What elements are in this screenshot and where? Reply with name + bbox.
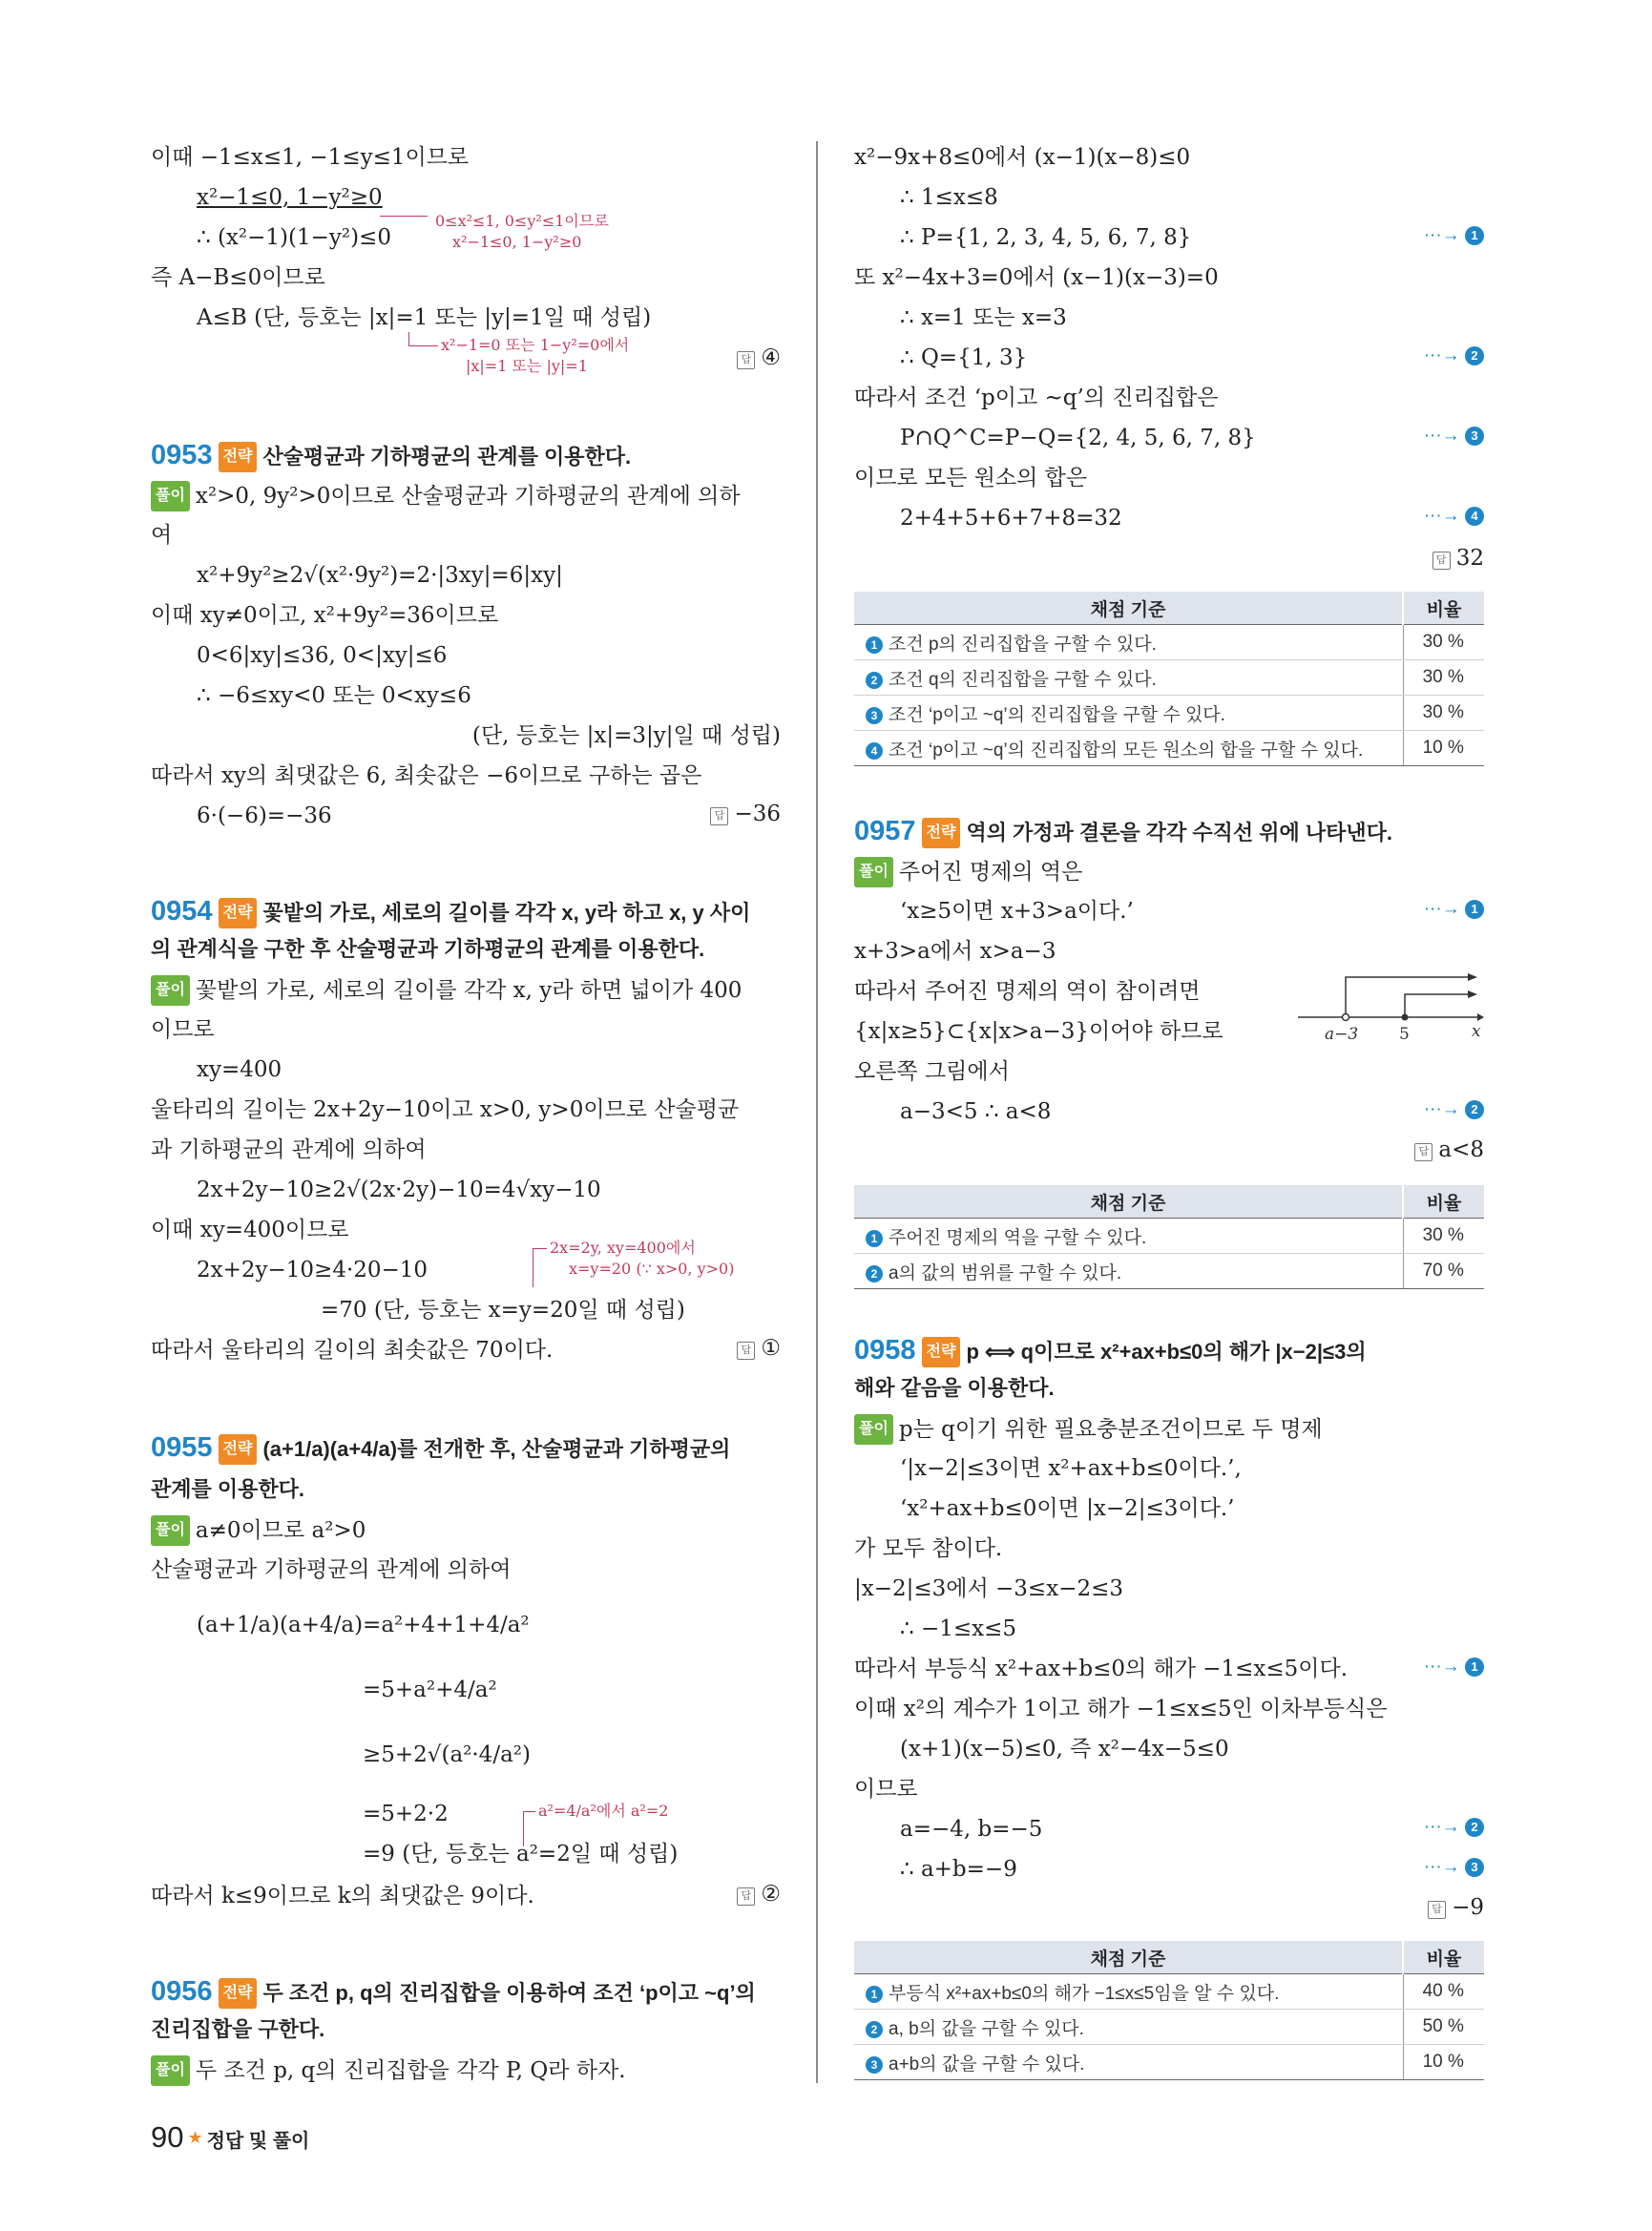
solution-badge: 풀이 (151, 1515, 190, 1546)
axis-label: x (1472, 1022, 1481, 1041)
row-text: 주어진 명제의 역을 구할 수 있다. (889, 1227, 1147, 1248)
page-number: 90 (151, 2120, 184, 2154)
text-line: 6·(−6)=−36 (197, 803, 332, 828)
text-line: ∴ 1≤x≤8 (900, 185, 998, 210)
step-number: 3 (1465, 1858, 1484, 1877)
strategy-badge: 전략 (922, 818, 961, 848)
range-arrow (1468, 973, 1477, 981)
table-header: 채점 기준 (854, 592, 1403, 625)
problem-number: 0958 (854, 1335, 916, 1366)
table-header: 비율 (1403, 592, 1484, 625)
text-line (854, 1414, 1323, 1445)
problem-header-0956 (151, 1977, 756, 2009)
text-line: 가 모두 참이다. (854, 1536, 1003, 1561)
text-line: 이때 xy=400이므로 (151, 1218, 349, 1242)
text-line: |x−2|≤3에서 −3≤x−2≤3 (854, 1576, 1123, 1601)
table-header: 비율 (1403, 1941, 1484, 1974)
text-line: 즉 A−B≤0이므로 (151, 265, 325, 290)
answer (1432, 546, 1484, 571)
text-line (854, 857, 1082, 887)
text-line: 따라서 울타리의 길이의 최솟값은 70이다. (151, 1338, 554, 1363)
problem-number: 0957 (854, 816, 916, 846)
text: 주어진 명제의 역은 (898, 860, 1083, 885)
strategy-text: 꽃밭의 가로, 세로의 길이를 각각 x, y라 하고 x, y 사이 (262, 901, 751, 925)
step-number: 3 (1465, 427, 1484, 446)
problem-header-0958 (854, 1336, 1367, 1367)
answer (737, 1882, 781, 1907)
side-note: x=y=20 (∵ x>0, y>0) (569, 1260, 735, 1278)
text: 꽃밭의 가로, 세로의 길이를 각각 x, y라 하면 넓이가 400 (195, 978, 742, 1003)
step-mark: ···→ 3 (1424, 1857, 1484, 1878)
step-mark: ···→ 2 (1424, 1817, 1484, 1838)
text-line: 이때 x²의 계수가 1이고 해가 −1≤x≤5인 이차부등식은 (854, 1697, 1388, 1721)
row-number: 3 (866, 707, 883, 724)
text-line: A≤B (단, 등호는 |x|=1 또는 |y|=1일 때 성립) (197, 305, 652, 330)
step-mark: ···→ 1 (1424, 1657, 1484, 1678)
side-note: 2x=2y, xy=400에서 (550, 1239, 696, 1257)
problem-number: 0953 (151, 440, 213, 470)
text-line: 따라서 조건 ‘p이고 ~q’의 진리집합은 (854, 386, 1219, 410)
text: x²>0, 9y²>0이므로 산술평균과 기하평균의 관계에 의하 (195, 484, 741, 509)
text-line: 과 기하평균의 관계에 의하여 (151, 1137, 427, 1162)
strategy-text: 진리집합을 구한다. (151, 2017, 325, 2041)
text-line: ‘x≥5이면 x+3>a이다.’ (900, 899, 1134, 924)
row-number: 1 (866, 1986, 883, 2003)
answer-icon: 답 (1432, 552, 1451, 570)
text-line: 이때 −1≤x≤1, −1≤y≤1이므로 (151, 145, 470, 170)
answer-icon: 답 (737, 1887, 755, 1906)
row-ratio: 50 % (1403, 2010, 1484, 2045)
row-number: 1 (866, 636, 883, 654)
row-text: 조건 q의 진리집합을 구할 수 있다. (889, 669, 1157, 690)
answer-icon: 답 (737, 351, 755, 369)
strategy-text: p ⟺ q이므로 x²+ax+b≤0의 해가 |x−2|≤3의 (966, 1340, 1367, 1364)
text-line: 2x+2y−10≥2√(2x·2y)−10=4√xy−10 (197, 1178, 601, 1202)
range-arrow (1468, 990, 1477, 998)
text-line: 2x+2y−10≥4·20−10 (197, 1258, 429, 1282)
text-line (151, 2055, 626, 2086)
table-row (854, 1219, 1484, 1254)
grading-table-0958 (854, 1941, 1484, 2080)
text-line: x²−1≤0, 1−y²≥0 (197, 185, 383, 210)
table-row (854, 696, 1484, 731)
text-line: ≥5+2√(a²·4/a²) (363, 1742, 531, 1767)
text-line: 여 (151, 523, 173, 548)
grading-table-0957 (854, 1185, 1484, 1289)
table-header: 비율 (1403, 1185, 1484, 1219)
text-line: 이므로 모든 원소의 합은 (854, 466, 1088, 490)
note-connector (533, 1248, 547, 1287)
answer-value: 32 (1455, 546, 1484, 571)
step-mark: ···→ 2 (1424, 1099, 1484, 1120)
step-number: 1 (1465, 226, 1484, 245)
footer-label: 정답 및 풀이 (206, 2131, 310, 2152)
row-text: 부등식 x²+ax+b≤0의 해가 −1≤x≤5임을 알 수 있다. (889, 1983, 1280, 2004)
strategy-text: 두 조건 p, q의 진리집합을 이용하여 조건 ‘p이고 ~q’의 (262, 1981, 756, 2005)
closed-point (1402, 1014, 1409, 1021)
text-line: ‘|x−2|≤3이면 x²+ax+b≤0이다.’, (900, 1456, 1242, 1481)
text-line: (단, 등호는 |x|=3|y|일 때 성립) (471, 723, 781, 748)
text-line: (x+1)(x−5)≤0, 즉 x²−4x−5≤0 (900, 1737, 1229, 1762)
text-line: xy=400 (197, 1057, 282, 1082)
answer (737, 345, 781, 370)
table-row (854, 625, 1484, 660)
text-line: a=−4, b=−5 (900, 1817, 1043, 1842)
text-line: 따라서 부등식 x²+ax+b≤0의 해가 −1≤x≤5이다. (854, 1657, 1349, 1681)
text: a≠0이므로 a²>0 (195, 1518, 366, 1543)
text-line: 따라서 k≤9이므로 k의 최댓값은 9이다. (151, 1884, 534, 1908)
text-line: =5+a²+4/a² (363, 1678, 497, 1702)
answer-value: ④ (761, 345, 781, 370)
number-line-diagram (1298, 973, 1484, 1069)
row-text: 조건 ‘p이고 ~q’의 진리집합의 모든 원소의 합을 구할 수 있다. (889, 740, 1364, 761)
strategy-text: 의 관계식을 구한 후 산술평균과 기하평균의 관계를 이용한다. (151, 937, 705, 961)
axis-label: 5 (1399, 1025, 1410, 1044)
text-line: (a+1/a)(a+4/a)=a²+4+1+4/a² (197, 1613, 530, 1637)
row-text: a의 값의 범위를 구할 수 있다. (889, 1262, 1122, 1283)
answer-icon: 답 (1428, 1901, 1446, 1919)
answer-icon: 답 (710, 807, 728, 825)
text-line: 따라서 xy의 최댓값은 6, 최솟값은 −6이므로 구하는 곱은 (151, 763, 702, 788)
text-line: ∴ a+b=−9 (900, 1857, 1017, 1882)
text-line: =9 (단, 등호는 a²=2일 때 성립) (363, 1842, 679, 1866)
text-line: 이므로 (854, 1777, 918, 1802)
text-line: ∴ −1≤x≤5 (900, 1616, 1016, 1641)
row-ratio: 30 % (1403, 625, 1484, 660)
row-ratio: 10 % (1403, 731, 1484, 766)
text-line (151, 481, 741, 511)
table-row (854, 2045, 1484, 2080)
answer-icon: 답 (1414, 1143, 1432, 1161)
answer (1428, 1895, 1484, 1920)
strategy-text: 역의 가정과 결론을 각각 수직선 위에 나타낸다. (966, 821, 1393, 844)
table-header: 채점 기준 (854, 1185, 1403, 1219)
strategy-badge: 전략 (219, 442, 258, 472)
answer-value: ① (761, 1336, 781, 1361)
row-ratio: 30 % (1403, 1219, 1484, 1254)
text-line: 울타리의 길이는 2x+2y−10이고 x>0, y>0이므로 산술평균 (151, 1097, 740, 1122)
solution-badge: 풀이 (151, 975, 190, 1006)
note-connector (408, 332, 438, 346)
row-number: 2 (866, 1265, 883, 1282)
table-row (854, 1254, 1484, 1289)
row-number: 3 (866, 2056, 883, 2074)
answer-value: −36 (734, 802, 781, 826)
row-text: 조건 p의 진리집합을 구할 수 있다. (889, 634, 1157, 655)
row-ratio: 30 % (1403, 660, 1484, 696)
strategy-text: (a+1/a)(a+4/a)를 전개한 후, 산술평균과 기하평균의 (262, 1437, 731, 1461)
strategy-text: 관계를 이용한다. (151, 1477, 304, 1501)
text-line: 따라서 주어진 명제의 역이 참이려면 (854, 979, 1201, 1004)
axis-label: a−3 (1325, 1025, 1359, 1044)
side-note: x²−1≤0, 1−y²≥0 (452, 233, 582, 251)
problem-number: 0954 (151, 896, 213, 927)
text-line: =70 (단, 등호는 x=y=20일 때 성립) (321, 1298, 685, 1323)
table-row (854, 2010, 1484, 2045)
table-row (854, 731, 1484, 766)
text-line (151, 1515, 366, 1546)
side-note: a²=4/a²에서 a²=2 (538, 1802, 669, 1820)
text-line: a−3<5 ∴ a<8 (900, 1099, 1052, 1124)
solution-badge: 풀이 (854, 1414, 893, 1445)
text-line: ‘x²+ax+b≤0이면 |x−2|≤3이다.’ (900, 1496, 1235, 1521)
text-line: ∴ Q={1, 3} (900, 345, 1028, 370)
page-footer (151, 2120, 309, 2155)
table-header: 채점 기준 (854, 1941, 1403, 1974)
problem-header-0954 (151, 897, 750, 928)
strategy-badge: 전략 (922, 1337, 961, 1367)
problem-header-0957 (854, 817, 1392, 848)
answer (737, 1336, 781, 1361)
text-line: 이므로 (151, 1017, 215, 1042)
star-icon: ★ (187, 2128, 203, 2147)
side-note: 0≤x²≤1, 0≤y²≤1이므로 (435, 212, 609, 230)
text-line: =5+2·2 (363, 1802, 449, 1826)
answer (710, 802, 781, 826)
text-line: x+3>a에서 x>a−3 (854, 939, 1056, 964)
text-line: 오른쪽 그림에서 (854, 1059, 1010, 1084)
row-number: 2 (866, 672, 883, 689)
answer-value: ② (761, 1882, 781, 1907)
strategy-text: 산술평균과 기하평균의 관계를 이용한다. (262, 445, 632, 469)
text-line: 또 x²−4x+3=0에서 (x−1)(x−3)=0 (854, 265, 1219, 290)
range-a-minus-3 (1346, 977, 1470, 1017)
problem-number: 0955 (151, 1432, 213, 1463)
answer-value: a<8 (1438, 1137, 1484, 1162)
step-mark: ···→ 2 (1424, 345, 1484, 366)
text-line: P∩Q^C=P−Q={2, 4, 5, 6, 7, 8} (900, 426, 1256, 450)
range-5 (1405, 994, 1470, 1017)
text: p는 q이기 위한 필요충분조건이므로 두 명제 (898, 1417, 1323, 1442)
step-mark: ···→ 1 (1424, 225, 1484, 246)
step-number: 1 (1465, 1658, 1484, 1677)
axis-arrow (1477, 1013, 1484, 1021)
step-number: 2 (1465, 1100, 1484, 1119)
text-line: ∴ x=1 또는 x=3 (900, 305, 1067, 330)
answer (1414, 1137, 1484, 1162)
row-number: 4 (866, 742, 883, 760)
step-number: 2 (1465, 1818, 1484, 1837)
row-text: 조건 ‘p이고 ~q’의 진리집합을 구할 수 있다. (889, 704, 1225, 725)
side-note: |x|=1 또는 |y|=1 (466, 357, 588, 375)
text-line: 2+4+5+6+7+8=32 (900, 506, 1122, 531)
step-mark: ···→ 3 (1424, 426, 1484, 447)
note-connector (380, 216, 428, 217)
text-line: x²−9x+8≤0에서 (x−1)(x−8)≤0 (854, 145, 1191, 170)
text-line: 산술평균과 기하평균의 관계에 의하여 (151, 1557, 512, 1582)
strategy-badge: 전략 (219, 1434, 258, 1465)
text-line: 0<6|xy|≤36, 0<|xy|≤6 (197, 643, 448, 668)
text-line: ∴ −6≤xy<0 또는 0<xy≤6 (197, 683, 471, 708)
open-point (1343, 1014, 1349, 1021)
text-line: ∴ (x²−1)(1−y²)≤0 (197, 225, 391, 250)
table-row (854, 660, 1484, 696)
strategy-badge: 전략 (219, 898, 258, 928)
step-mark: ···→ 4 (1424, 506, 1484, 527)
step-number: 1 (1465, 900, 1484, 919)
text-line: 이때 xy≠0이고, x²+9y²=36이므로 (151, 603, 499, 628)
row-ratio: 30 % (1403, 696, 1484, 731)
problem-header-0953 (151, 441, 631, 472)
table-row (854, 1974, 1484, 2010)
text-line: {x|x≥5}⊂{x|x>a−3}이어야 하므로 (854, 1019, 1223, 1044)
solution-badge: 풀이 (151, 481, 190, 511)
step-mark: ···→ 1 (1424, 899, 1484, 920)
row-number: 1 (866, 1230, 883, 1247)
row-number: 2 (866, 2021, 883, 2038)
row-ratio: 70 % (1403, 1254, 1484, 1289)
strategy-badge: 전략 (219, 1978, 258, 2009)
solution-badge: 풀이 (854, 857, 893, 887)
problem-header-0955 (151, 1433, 730, 1465)
column-divider (816, 141, 818, 2083)
problem-number: 0956 (151, 1976, 213, 2007)
text: 두 조건 p, q의 진리집합을 각각 P, Q라 하자. (195, 2058, 626, 2083)
answer-value: −9 (1452, 1895, 1484, 1920)
strategy-text: 해와 같음을 이용한다. (854, 1376, 1055, 1400)
side-note: x²−1=0 또는 1−y²=0에서 (441, 336, 630, 354)
text-line: ∴ P={1, 2, 3, 4, 5, 6, 7, 8} (900, 225, 1192, 250)
text-line: x²+9y²≥2√(x²·9y²)=2·|3xy|=6|xy| (197, 563, 563, 588)
solution-badge: 풀이 (151, 2055, 190, 2086)
text-line (151, 975, 742, 1006)
row-text: a+b의 값을 구할 수 있다. (889, 2054, 1085, 2075)
answer-icon: 답 (737, 1342, 755, 1360)
row-ratio: 10 % (1403, 2045, 1484, 2080)
row-ratio: 40 % (1403, 1974, 1484, 2010)
step-number: 4 (1465, 507, 1484, 526)
step-number: 2 (1465, 346, 1484, 365)
grading-table-0956 (854, 592, 1484, 766)
row-text: a, b의 값을 구할 수 있다. (889, 2018, 1084, 2039)
